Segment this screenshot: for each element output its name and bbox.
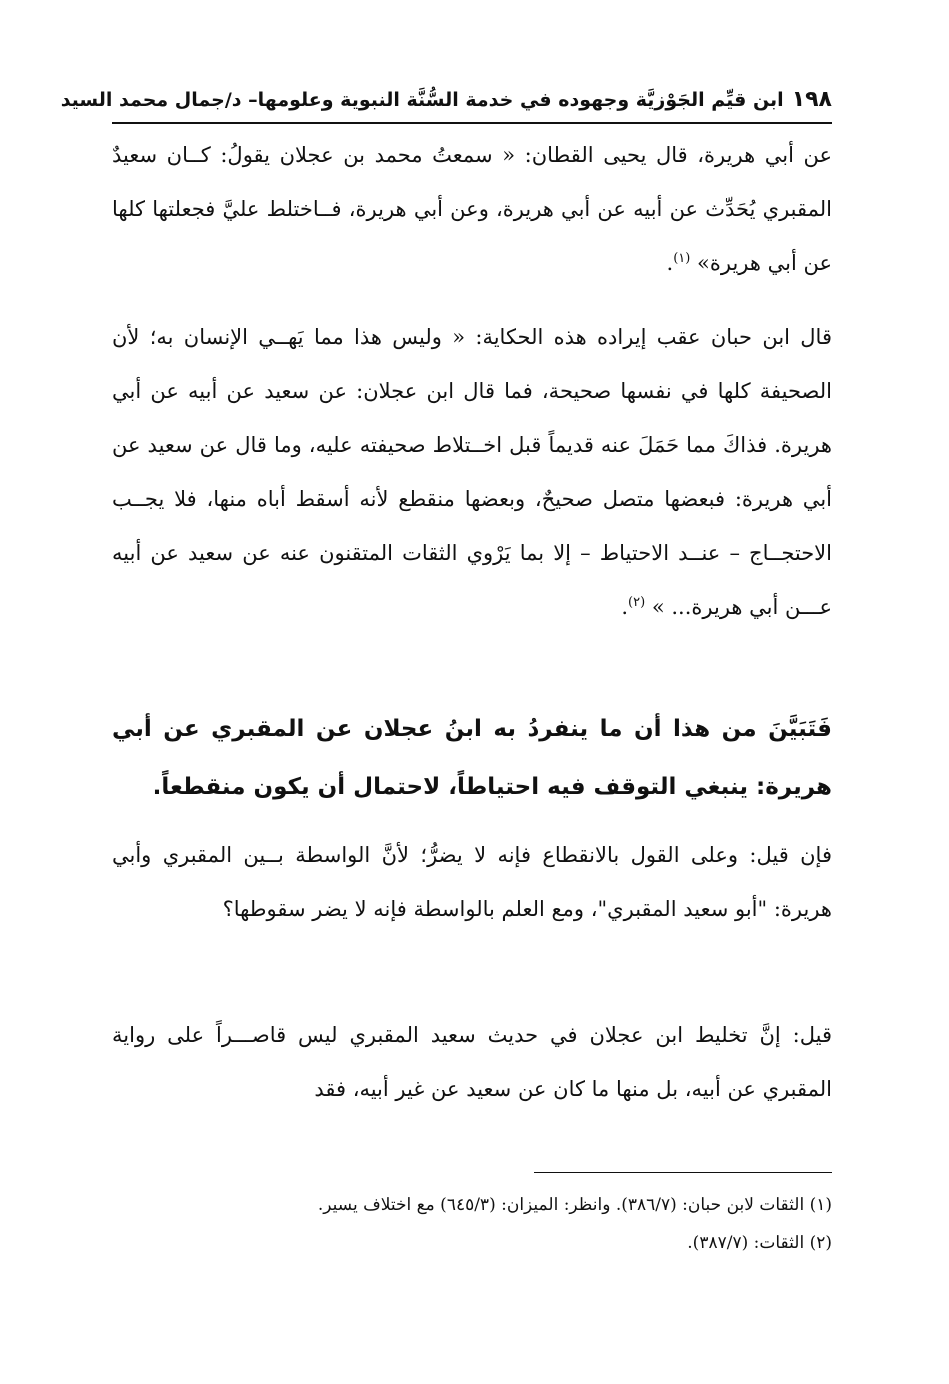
running-header: [60, 80, 832, 120]
book-page: [60, 80, 832, 1370]
header-divider: [112, 122, 832, 124]
paragraph-1-end: .: [666, 251, 674, 275]
footnote-2: (٢) الثقات: (٣٨٧/٧).: [687, 1233, 832, 1253]
footnote-divider: [534, 1172, 832, 1173]
footnote-marker-1: (١): [673, 251, 691, 266]
paragraph-1: [112, 128, 832, 290]
footnote-marker-2: (٢): [628, 595, 646, 610]
footnotes: [112, 1186, 832, 1262]
paragraph-2-text: قال ابن حبان عقب إيراده هذه الحكاية: « وليس هذا مما يَهــي الإنسان به؛ لأن الصحيفة كلها في نفسها صحيحة، فما قال ابن عجلان: عن سعيد عن أبيه عن أبي هريرة. فذاكَ مما حَمَلَ عنه قديماً قبل اخــتلاط صحيفته عليه، وما قال عن سعيد عن أبي هريرة: فبعضها متصل صحيحٌ، وبعضها منقطع لأنه أسقط أباه منها، فلا يجــب الاحتجــاج – عنــد الاحتياط – إلا بما يَرْوي الثقات المتقنون عنه عن سعيد عن أبيه عـــن أبي هريرة... »: [112, 325, 832, 619]
page-number: ١٩٨: [791, 87, 832, 112]
paragraph-3: فإن قيل: وعلى القول بالانقطاع فإنه لا يضرُّ؛ لأنَّ الواسطة بــين المقبري وأبي هريرة: "أبو سعيد المقبري"، ومع العلم بالواسطة فإنه لا يضر سقوطها؟: [112, 843, 832, 921]
paragraph-4: قيل: إنَّ تخليط ابن عجلان في حديث سعيد المقبري ليس قاصـــراً على رواية المقبري عن أبيه، بل منها ما كان عن سعيد عن غير أبيه، فقد: [112, 1023, 832, 1101]
paragraph-2-end: .: [621, 595, 629, 619]
header-title: ابن قيِّم الجَوْزيَّة وجهوده في خدمة السُّنَّة النبوية وعلومها– د/جمال محمد السيد: [60, 89, 784, 111]
paragraph-1-text: عن أبي هريرة، قال يحيى القطان: « سمعتُ محمد بن عجلان يقولُ: كــان سعيدٌ المقبري يُحَدِّث عن أبيه عن أبي هريرة، وعن أبي هريرة، فــاختلط عليَّ فجعلتها كلها عن أبي هريرة»: [112, 143, 832, 275]
footnote-1: (١) الثقات لابن حبان: (٣٨٦/٧). وانظر: الميزان: (٦٤٥/٣) مع اختلاف يسير.: [317, 1195, 832, 1215]
paragraph-2: [112, 310, 832, 634]
emphasized-conclusion: فَتَبَيَّنَ من هذا أن ما ينفردُ به ابنُ عجلان عن المقبري عن أبي هريرة: ينبغي التوقف فيه احتياطاً، لاحتمال أن يكون منقطعاً.: [112, 716, 832, 800]
